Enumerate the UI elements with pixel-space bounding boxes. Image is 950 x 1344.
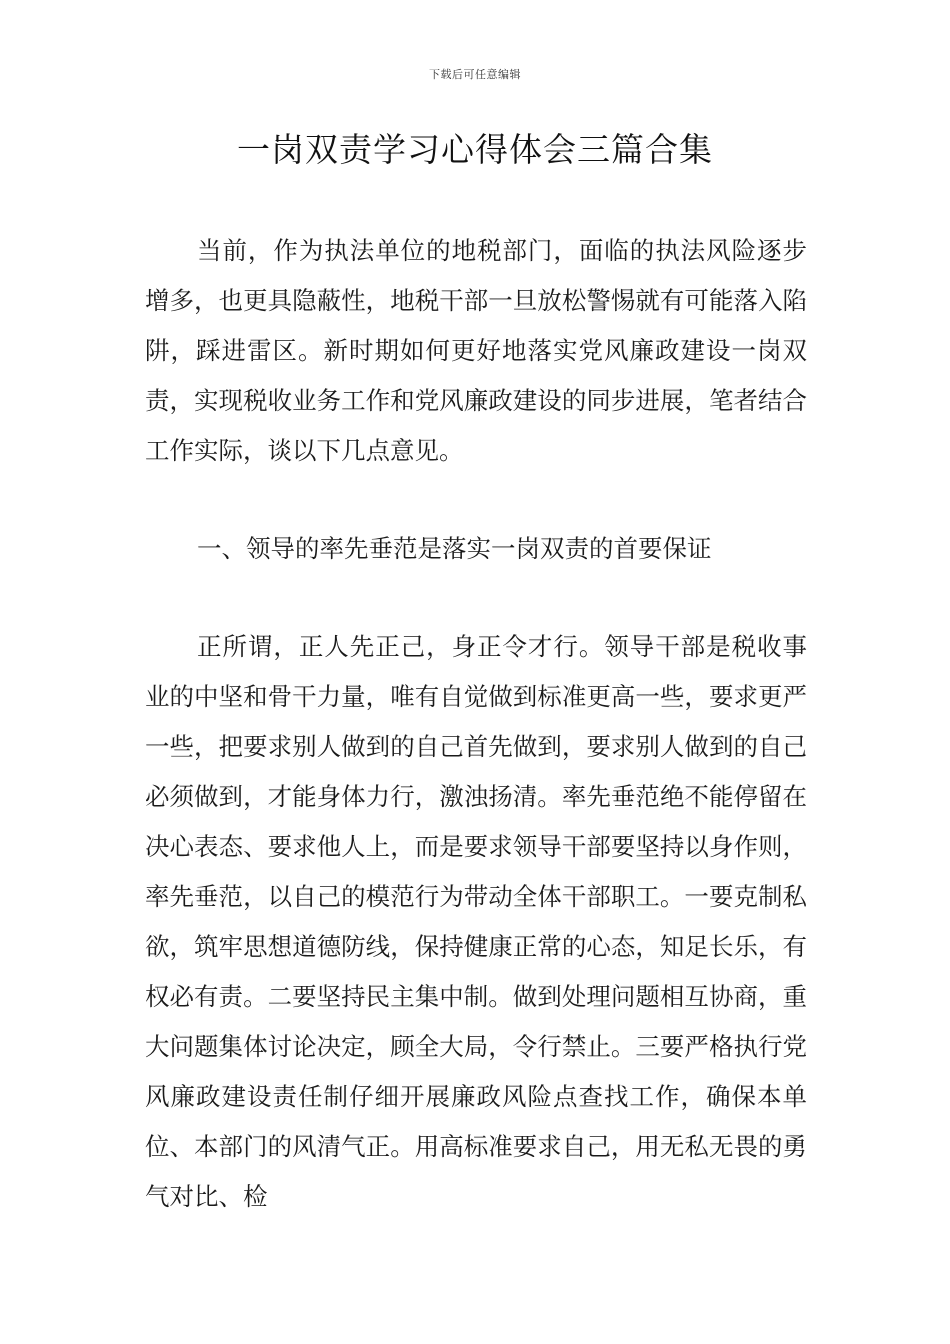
body-paragraph: 当前，作为执法单位的地税部门，面临的执法风险逐步增多，也更具隐蔽性，地税干部一旦放松警惕就有可能落入陷阱，踩进雷区。新时期如何更好地落实党风廉政建设一岗双责，实现税收业务工作和党风廉政建设的同步进展，笔者结合工作实际，谈以下几点意见。 [145,236,807,465]
body-paragraph: 正所谓，正人先正己，身正令才行。领导干部是税收事业的中坚和骨干力量，唯有自觉做到标准更高一些，要求更严一些，把要求别人做到的自己首先做到，要求别人做到的自己必须做到，才能身体力行，激浊扬清。率先垂范绝不能停留在决心表态、要求他人上，而是要求领导干部要坚持以身作则，率先垂范，以自己的模范行为带动全体干部职工。一要克制私欲，筑牢思想道德防线，保持健康正常的心态，知足长乐，有权必有责。二要坚持民主集中制。做到处理问题相互协商，重大问题集体讨论决定，顾全大局，令行禁止。三要严格执行党风廉政建设责任制仔细开展廉政风险点查找工作，确保本单位、本部门的风清气正。用高标准要求自己，用无私无畏的勇气对比、检 [145,632,807,1211]
header-note: 下载后可任意编辑 [429,68,521,81]
section-heading: 一、领导的率先垂范是落实一岗双责的首要保证 [197,534,712,563]
document-title: 一岗双责学习心得体会三篇合集 [237,130,713,169]
